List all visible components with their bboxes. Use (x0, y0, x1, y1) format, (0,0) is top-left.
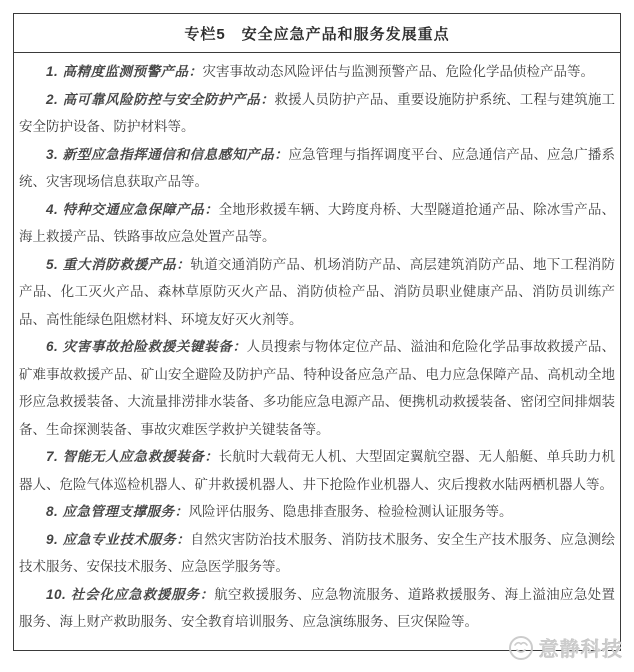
list-item (19, 86, 615, 141)
watermark-logo-icon (508, 635, 534, 661)
item-description: 自然灾害防治技术服务、消防技术服务、安全生产技术服务、应急测绘技术服务、安保技术服务、应急医学服务等。 (19, 531, 616, 574)
item-description: 轨道交通消防产品、机场消防产品、高层建筑消防产品、地下工程消防产品、化工灭火产品、森林草原防灭火产品、消防侦检产品、消防员职业健康产品、消防员训练产品、高性能绿色阻燃材料、环境友好灭火剂等。 (19, 256, 616, 327)
item-description: 灾害事故动态风险评估与监测预警产品、危险化学品侦检产品等。 (202, 64, 595, 79)
list-item (19, 526, 615, 581)
list-item (19, 581, 615, 636)
item-heading: 5. 重大消防救援产品： (46, 256, 191, 272)
item-description: 长航时大载荷无人机、大型固定翼航空器、无人船艇、单兵助力机器人、危险气体巡检机器人、矿井救援机器人、井下抢险作业机器人、灾后搜救水陆两栖机器人等。 (19, 449, 615, 492)
list-item (19, 333, 615, 443)
item-heading: 10. 社会化应急救援服务： (46, 586, 215, 602)
item-description: 全地形救援车辆、大跨度舟桥、大型隧道抢通产品、除冰雪产品、海上救援产品、铁路事故应急处置产品等。 (19, 201, 615, 244)
watermark-brand-text: 意静科技 (539, 639, 623, 661)
list-item (19, 443, 615, 498)
list-item (19, 196, 615, 251)
list-item (19, 498, 615, 526)
item-heading: 8. 应急管理支撑服务： (46, 504, 189, 519)
item-heading: 7. 智能无人应急救援装备： (46, 449, 219, 464)
page-title: 专栏5 安全应急产品和服务发展重点 (184, 25, 450, 43)
item-description: 应急管理与指挥调度平台、应急通信产品、应急广播系统、灾害现场信息获取产品等。 (19, 146, 615, 189)
item-description: 人员搜索与物体定位产品、溢油和危险化学品事故救援产品、矿难事故救援产品、矿山安全避险及防护产品、特种设备应急产品、电力应急保障产品、高机动全地形应急救援装备、大流量排涝排水装备、多功能应急电源产品、便携机动救援装备、密闭空间排烟装备、生命探测装备、事故灾难医学救护关键装备等。 (19, 339, 615, 437)
item-heading: 4. 特种交通应急保障产品： (46, 201, 219, 217)
panel-header (14, 14, 620, 53)
watermark (508, 633, 623, 662)
list-item (19, 141, 615, 196)
list-item (19, 58, 615, 86)
item-description: 航空救援服务、应急物流服务、道路救援服务、海上溢油应急处置服务、海上财产救助服务、安全教育培训服务、应急演练服务、巨灾保险等。 (19, 586, 615, 629)
column5-panel (13, 13, 621, 651)
item-heading: 9. 应急专业技术服务： (46, 531, 191, 547)
item-heading: 3. 新型应急指挥通信和信息感知产品： (46, 146, 289, 162)
item-description: 风险评估服务、隐患排查服务、检验检测认证服务等。 (188, 504, 513, 519)
item-heading: 2. 高可靠风险防控与安全防护产品： (46, 91, 275, 107)
panel-body (14, 53, 620, 636)
list-item (19, 251, 615, 334)
item-heading: 1. 高精度监测预警产品： (46, 64, 203, 79)
item-heading: 6. 灾害事故抢险救援关键装备： (46, 339, 247, 354)
item-description: 救援人员防护产品、重要设施防护系统、工程与建筑施工安全防护设备、防护材料等。 (19, 91, 616, 134)
